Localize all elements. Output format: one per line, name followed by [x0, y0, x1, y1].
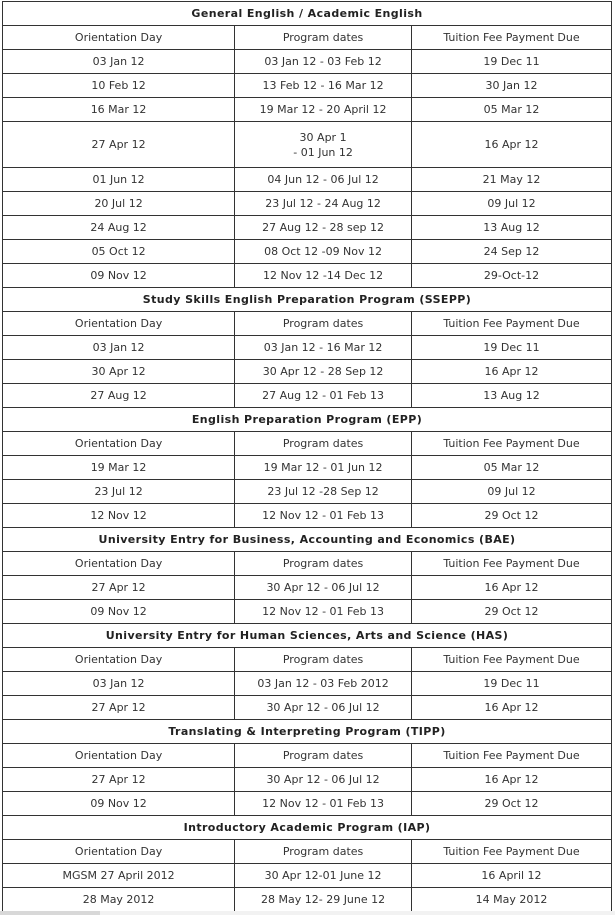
column-header-program-dates: Program dates	[235, 648, 412, 672]
column-header-row	[3, 312, 612, 336]
cell-program-dates: 30 Apr 12 - 28 Sep 12	[235, 360, 412, 384]
cell-program-dates: 30 Apr 12 - 06 Jul 12	[235, 768, 412, 792]
column-header-fee-due: Tuition Fee Payment Due	[412, 26, 612, 50]
cell-fee-due: 19 Dec 11	[412, 336, 612, 360]
cell-program-dates: 23 Jul 12 -28 Sep 12	[235, 480, 412, 504]
section-title-row	[3, 720, 612, 744]
cell-orientation-day: 09 Nov 12	[3, 264, 235, 288]
cell-program-dates: 08 Oct 12 -09 Nov 12	[235, 240, 412, 264]
column-header-program-dates: Program dates	[235, 744, 412, 768]
cell-fee-due: 30 Jan 12	[412, 74, 612, 98]
cell-program-dates: 27 Aug 12 - 28 sep 12	[235, 216, 412, 240]
table-row	[3, 504, 612, 528]
cell-program-dates: 04 Jun 12 - 06 Jul 12	[235, 168, 412, 192]
table-row	[3, 576, 612, 600]
cell-program-dates: 12 Nov 12 -14 Dec 12	[235, 264, 412, 288]
cell-fee-due: 29 Oct 12	[412, 504, 612, 528]
section-title-row	[3, 408, 612, 432]
cell-program-dates: 27 Aug 12 - 01 Feb 13	[235, 384, 412, 408]
cell-fee-due: 19 Dec 11	[412, 672, 612, 696]
cell-orientation-day: 10 Feb 12	[3, 74, 235, 98]
section-title: English Preparation Program (EPP)	[3, 408, 612, 432]
cell-orientation-day: 03 Jan 12	[3, 50, 235, 74]
section-title-row	[3, 288, 612, 312]
cell-program-dates: 30 Apr 12-01 June 12	[235, 864, 412, 888]
column-header-program-dates: Program dates	[235, 312, 412, 336]
cell-program-dates: 23 Jul 12 - 24 Aug 12	[235, 192, 412, 216]
cell-orientation-day: 27 Aug 12	[3, 384, 235, 408]
cell-program-dates: 28 May 12- 29 June 12	[235, 888, 412, 912]
cell-orientation-day: 03 Jan 12	[3, 672, 235, 696]
table-row	[3, 672, 612, 696]
cell-orientation-day: 30 Apr 12	[3, 360, 235, 384]
column-header-row	[3, 552, 612, 576]
cell-program-dates: 03 Jan 12 - 03 Feb 12	[235, 50, 412, 74]
column-header-orientation-day: Orientation Day	[3, 840, 235, 864]
column-header-program-dates: Program dates	[235, 840, 412, 864]
table-row	[3, 74, 612, 98]
table-row	[3, 192, 612, 216]
table-row	[3, 792, 612, 816]
table-row	[3, 122, 612, 168]
cell-orientation-day: 23 Jul 12	[3, 480, 235, 504]
column-header-orientation-day: Orientation Day	[3, 744, 235, 768]
column-header-row	[3, 648, 612, 672]
table-row	[3, 360, 612, 384]
schedule-body	[3, 2, 612, 912]
column-header-row	[3, 744, 612, 768]
table-row	[3, 336, 612, 360]
cell-fee-due: 14 May 2012	[412, 888, 612, 912]
cell-orientation-day: 16 Mar 12	[3, 98, 235, 122]
cell-fee-due: 16 Apr 12	[412, 360, 612, 384]
table-row	[3, 768, 612, 792]
cell-line: - 01 Jun 12	[293, 145, 353, 159]
course-schedule-table	[2, 1, 612, 912]
cell-orientation-day: 27 Apr 12	[3, 768, 235, 792]
cell-orientation-day: 03 Jan 12	[3, 336, 235, 360]
cell-orientation-day: 19 Mar 12	[3, 456, 235, 480]
cell-program-dates: 30 Apr 12 - 06 Jul 12	[235, 696, 412, 720]
cell-fee-due: 09 Jul 12	[412, 480, 612, 504]
column-header-row	[3, 432, 612, 456]
column-header-row	[3, 840, 612, 864]
table-row	[3, 264, 612, 288]
cell-program-dates: 13 Feb 12 - 16 Mar 12	[235, 74, 412, 98]
column-header-fee-due: Tuition Fee Payment Due	[412, 552, 612, 576]
column-header-orientation-day: Orientation Day	[3, 648, 235, 672]
cell-fee-due: 19 Dec 11	[412, 50, 612, 74]
cell-fee-due: 29-Oct-12	[412, 264, 612, 288]
cell-fee-due: 21 May 12	[412, 168, 612, 192]
table-row	[3, 168, 612, 192]
cell-program-dates: 19 Mar 12 - 20 April 12	[235, 98, 412, 122]
section-title-row	[3, 2, 612, 26]
cell-fee-due: 05 Mar 12	[412, 456, 612, 480]
section-title: University Entry for Business, Accounting and Economics (BAE)	[3, 528, 612, 552]
table-row	[3, 696, 612, 720]
page-bottom-edge	[0, 911, 615, 915]
cell-fee-due: 09 Jul 12	[412, 192, 612, 216]
cell-orientation-day: 12 Nov 12	[3, 504, 235, 528]
cell-program-dates: 12 Nov 12 - 01 Feb 13	[235, 504, 412, 528]
column-header-orientation-day: Orientation Day	[3, 26, 235, 50]
cell-program-dates: 03 Jan 12 - 16 Mar 12	[235, 336, 412, 360]
column-header-fee-due: Tuition Fee Payment Due	[412, 432, 612, 456]
cell-program-dates	[235, 122, 412, 168]
section-title-row	[3, 528, 612, 552]
cell-orientation-day: 28 May 2012	[3, 888, 235, 912]
table-row	[3, 98, 612, 122]
cell-program-dates: 12 Nov 12 - 01 Feb 13	[235, 792, 412, 816]
table-row	[3, 456, 612, 480]
table-row	[3, 240, 612, 264]
table-row	[3, 600, 612, 624]
cell-orientation-day: 09 Nov 12	[3, 600, 235, 624]
cell-orientation-day: 05 Oct 12	[3, 240, 235, 264]
cell-program-dates: 30 Apr 12 - 06 Jul 12	[235, 576, 412, 600]
cell-program-dates: 19 Mar 12 - 01 Jun 12	[235, 456, 412, 480]
cell-program-dates: 12 Nov 12 - 01 Feb 13	[235, 600, 412, 624]
cell-fee-due: 16 Apr 12	[412, 122, 612, 168]
column-header-row	[3, 26, 612, 50]
cell-fee-due: 16 Apr 12	[412, 696, 612, 720]
cell-program-dates: 03 Jan 12 - 03 Feb 2012	[235, 672, 412, 696]
column-header-program-dates: Program dates	[235, 552, 412, 576]
section-title-row	[3, 816, 612, 840]
table-row	[3, 888, 612, 912]
section-title: Translating & Interpreting Program (TIPP)	[3, 720, 612, 744]
cell-orientation-day: 27 Apr 12	[3, 696, 235, 720]
column-header-orientation-day: Orientation Day	[3, 552, 235, 576]
column-header-fee-due: Tuition Fee Payment Due	[412, 312, 612, 336]
cell-orientation-day: 27 Apr 12	[3, 122, 235, 168]
section-title-row	[3, 624, 612, 648]
table-row	[3, 50, 612, 74]
cell-orientation-day: 20 Jul 12	[3, 192, 235, 216]
cell-fee-due: 16 Apr 12	[412, 768, 612, 792]
cell-fee-due: 29 Oct 12	[412, 792, 612, 816]
column-header-fee-due: Tuition Fee Payment Due	[412, 840, 612, 864]
cell-fee-due: 05 Mar 12	[412, 98, 612, 122]
cell-fee-due: 24 Sep 12	[412, 240, 612, 264]
cell-orientation-day: 01 Jun 12	[3, 168, 235, 192]
cell-orientation-day: 09 Nov 12	[3, 792, 235, 816]
table-row	[3, 864, 612, 888]
cell-fee-due: 16 Apr 12	[412, 576, 612, 600]
column-header-program-dates: Program dates	[235, 26, 412, 50]
section-title: Introductory Academic Program (IAP)	[3, 816, 612, 840]
cell-orientation-day: 24 Aug 12	[3, 216, 235, 240]
column-header-fee-due: Tuition Fee Payment Due	[412, 648, 612, 672]
column-header-program-dates: Program dates	[235, 432, 412, 456]
cell-line: 30 Apr 1	[299, 130, 347, 144]
cell-fee-due: 13 Aug 12	[412, 384, 612, 408]
column-header-orientation-day: Orientation Day	[3, 312, 235, 336]
section-title: General English / Academic English	[3, 2, 612, 26]
column-header-orientation-day: Orientation Day	[3, 432, 235, 456]
table-row	[3, 480, 612, 504]
cell-fee-due: 13 Aug 12	[412, 216, 612, 240]
table-row	[3, 216, 612, 240]
cell-orientation-day: 27 Apr 12	[3, 576, 235, 600]
cell-orientation-day: MGSM 27 April 2012	[3, 864, 235, 888]
cell-fee-due: 29 Oct 12	[412, 600, 612, 624]
section-title: University Entry for Human Sciences, Arts and Science (HAS)	[3, 624, 612, 648]
section-title: Study Skills English Preparation Program (SSEPP)	[3, 288, 612, 312]
cell-fee-due: 16 April 12	[412, 864, 612, 888]
column-header-fee-due: Tuition Fee Payment Due	[412, 744, 612, 768]
table-row	[3, 384, 612, 408]
